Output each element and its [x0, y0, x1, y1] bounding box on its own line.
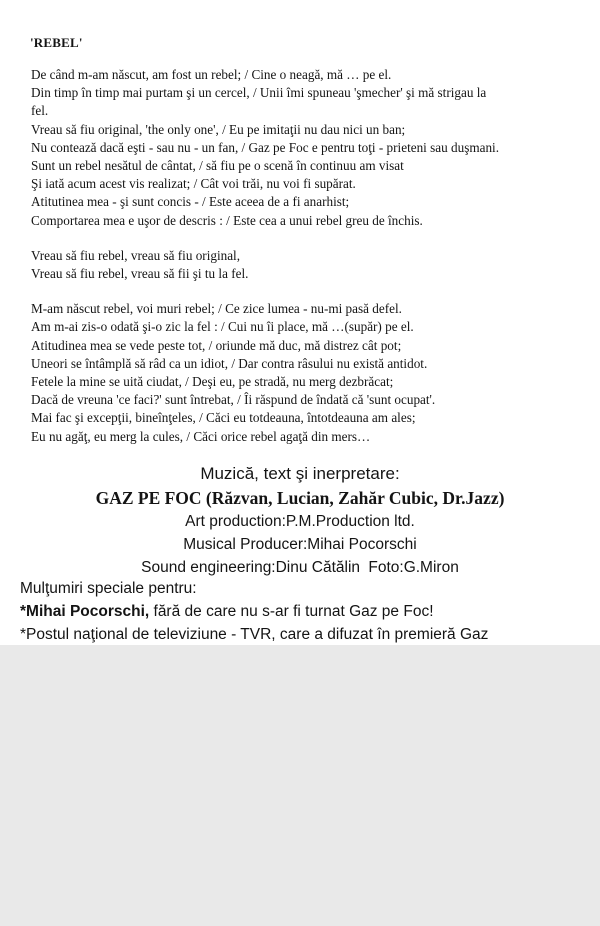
lyric-line: M-am născut rebel, voi muri rebel; / Ce zice lumea - nu-mi pasă defel. [31, 301, 402, 317]
lyric-line: Vreau să fiu original, 'the only one', / Eu pe imitaţii nu dau nici un ban; [31, 121, 406, 137]
lyric-line: Fetele la mine se uită ciudat, / Deşi eu, pe stradă, nu merg dezbrăcat; [31, 374, 394, 390]
lyric-line: De când m-am născut, am fost un rebel; / Cine o neagă, mă … pe el. [31, 67, 392, 82]
sound-engineering-text: Sound engineering:Dinu Cătălin [141, 559, 361, 576]
thanks-text: fără de care nu s-ar fi turnat Gaz pe Foc! [149, 603, 434, 620]
chorus [31, 247, 591, 283]
lyric-line: fel. [31, 103, 49, 119]
lyric-line: Din timp în timp mai purtam şi un cercel, / Unii îmi spuneau 'şmecher' şi mă strigau la [31, 85, 487, 101]
thanks-item: *Postul naţional de televiziune - TVR, care a difuzat în premieră Gaz [20, 626, 489, 643]
thanks-name: *Mihai Pocorschi, [20, 603, 150, 620]
art-production-line: Art production:P.M.Production ltd. [185, 513, 415, 530]
credits-heading: Muzică, text şi inerpretare: [200, 464, 400, 483]
verse-1 [31, 66, 591, 230]
thanks-heading: Mulţumiri speciale pentru: [20, 580, 197, 597]
lyric-line: Am m-ai zis-o odată şi-o zic la fel : / Cui nu îi place, mă …(supăr) pe el. [31, 319, 414, 335]
lyric-line: Mai fac şi excepţii, bineînţeles, / Căci eu totdeauna, întotdeauna am ales; [31, 410, 416, 426]
lyric-line: Atitutinea mea - şi sunt concis - / Este aceea de a fi anarhist; [31, 194, 350, 210]
lyric-line: Comportarea mea e uşor de descris : / Este cea a unui rebel greu de închis. [31, 212, 423, 228]
verse-2 [31, 300, 591, 446]
lyric-line: Nu contează dacă eşti - sau nu - un fan, / Gaz pe Foc e pentru toţi - prieteni sau duşmani. [31, 139, 499, 155]
lyrics [31, 66, 591, 463]
lyric-line: Vreau să fiu rebel, vreau să fiu original, [31, 247, 241, 263]
lyric-line: Sunt un rebel nesătul de cântat, / să fiu pe o scenă în continuu am visat [31, 158, 404, 174]
lyric-line: Uneori se întâmplă să râd ca un idiot, / Dar contra râsului nu există antidot. [31, 355, 428, 371]
foto-credit: Foto:G.Miron [368, 559, 459, 576]
band-line: GAZ PE FOC (Răzvan, Lucian, Zahăr Cubic, Dr.Jazz) [95, 488, 505, 508]
song-title: 'REBEL' [30, 35, 83, 50]
special-thanks [20, 577, 600, 645]
lyric-line: Eu nu agăţ, eu merg la cules, / Căci orice rebel agaţă din mers… [31, 428, 371, 444]
musical-producer-line: Musical Producer:Mihai Pocorschi [183, 536, 417, 553]
lyric-line: Dacă de vreuna 'ce faci?' sunt întrebat, / Îi răspund de îndată că 'sunt ocupat'. [31, 392, 436, 408]
lyric-line: Atitudinea mea se vede peste tot, / oriunde mă duc, mă distrez cât pot; [31, 337, 402, 353]
lyric-line: Vreau să fiu rebel, vreau să fii şi tu la fel. [31, 266, 249, 282]
lyric-line: Şi iată acum acest vis realizat; / Cât voi trăi, nu voi fi supărat. [31, 176, 356, 192]
credits [0, 463, 600, 579]
sound-engineering-line [0, 556, 600, 579]
thanks-item [20, 600, 600, 623]
